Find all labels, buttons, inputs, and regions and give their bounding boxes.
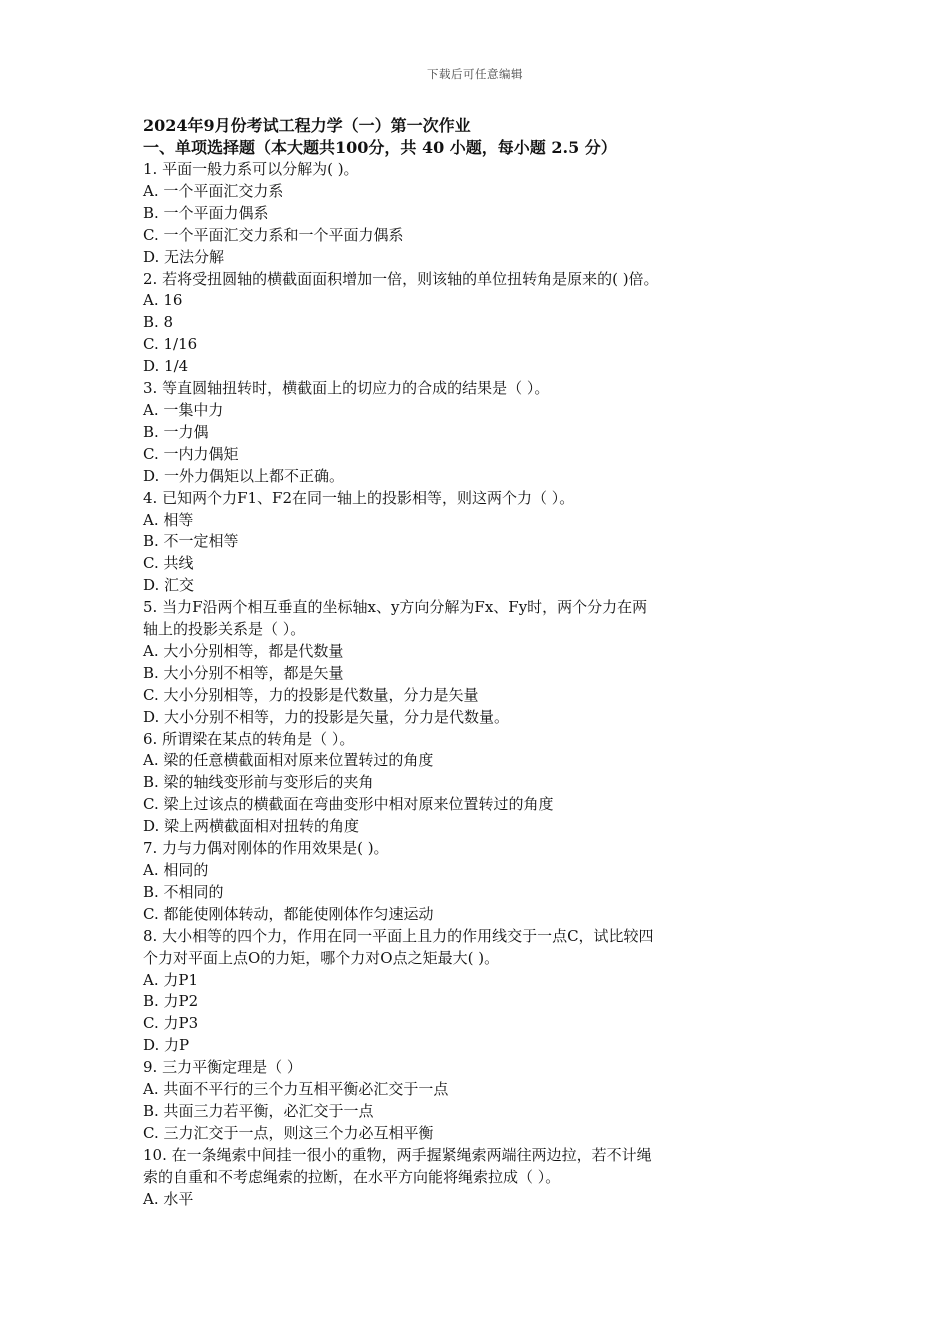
- question-text: 1. 平面一般力系可以分解为( )。: [143, 160, 359, 178]
- answer-option: B. 不相同的: [143, 882, 224, 901]
- answer-option: A. 相等: [143, 510, 194, 529]
- answer-option: A. 共面不平行的三个力互相平衡必汇交于一点: [143, 1080, 449, 1099]
- answer-option: D. 无法分解: [143, 247, 225, 266]
- answer-option: A. 16: [143, 291, 183, 310]
- question-text: 2. 若将受扭圆轴的横截面面积增加一倍，则该轴的单位扭转角是原来的( )倍。: [143, 269, 659, 288]
- answer-option: B. 不一定相等: [143, 532, 239, 551]
- question-text: 9. 三力平衡定理是（ ）: [143, 1058, 302, 1077]
- answer-option: D. 汇交: [143, 576, 195, 595]
- question-text: 4. 已知两个力F1、F2在同一轴上的投影相等，则这两个力（ ）。: [143, 488, 575, 507]
- question-item: [143, 1057, 823, 1145]
- answer-option: C. 力P3: [143, 1014, 199, 1033]
- answer-option: A. 水平: [143, 1189, 194, 1208]
- answer-option: D. 力P: [143, 1036, 190, 1055]
- answer-option: D. 梁上两横截面相对扭转的角度: [143, 817, 360, 836]
- document-body: [143, 115, 823, 1211]
- question-item: [143, 159, 823, 269]
- question-text: 5. 当力F沿两个相互垂直的坐标轴x、y方向分解为Fx、Fy时，两个分力在两: [143, 598, 648, 617]
- question-item: [143, 269, 823, 379]
- answer-option: B. 梁的轴线变形前与变形后的夹角: [143, 773, 374, 792]
- answer-option: B. 8: [143, 313, 174, 332]
- question-text: 3. 等直圆轴扭转时，横截面上的切应力的合成的结果是（ ）。: [143, 379, 550, 398]
- question-text: 轴上的投影关系是（ ）。: [143, 620, 306, 639]
- answer-option: C. 一内力偶矩: [143, 444, 239, 463]
- question-text: 6. 所谓梁在某点的转角是（ ）。: [143, 729, 355, 748]
- question-item: [143, 378, 823, 488]
- answer-option: A. 一个平面汇交力系: [143, 181, 284, 200]
- question-text: 7. 力与力偶对刚体的作用效果是( )。: [143, 839, 389, 858]
- question-list: [143, 159, 823, 1211]
- answer-option: C. 都能使刚体转动，都能使刚体作匀速运动: [143, 904, 434, 923]
- answer-option: B. 一个平面力偶系: [143, 203, 269, 222]
- answer-option: B. 共面三力若平衡，必汇交于一点: [143, 1101, 374, 1120]
- answer-option: D. 大小分别不相等，力的投影是矢量，分力是代数量。: [143, 707, 510, 726]
- question-item: [143, 1145, 823, 1211]
- answer-option: A. 梁的任意横截面相对原来位置转过的角度: [143, 751, 434, 770]
- answer-option: C. 大小分别相等，力的投影是代数量，分力是矢量: [143, 685, 479, 704]
- answer-option: C. 一个平面汇交力系和一个平面力偶系: [143, 225, 404, 244]
- answer-option: C. 三力汇交于一点，则这三个力必互相平衡: [143, 1123, 434, 1142]
- answer-option: A. 大小分别相等，都是代数量: [143, 641, 344, 660]
- answer-option: C. 1/16: [143, 335, 198, 354]
- answer-option: A. 一集中力: [143, 400, 224, 419]
- question-item: [143, 729, 823, 839]
- section-heading: 一、单项选择题（本大题共100分，共 40 小题，每小题 2.5 分）: [143, 138, 617, 157]
- question-item: [143, 838, 823, 926]
- question-item: [143, 488, 823, 598]
- question-text: 10. 在一条绳索中间挂一很小的重物，两手握紧绳索两端往两边拉，若不计绳: [143, 1145, 652, 1164]
- answer-option: D. 一外力偶矩以上都不正确。: [143, 466, 345, 485]
- question-item: [143, 926, 823, 1057]
- document-title: 2024年9月份考试工程力学（一）第一次作业: [143, 116, 471, 135]
- answer-option: B. 大小分别不相等，都是矢量: [143, 663, 344, 682]
- answer-option: B. 一力偶: [143, 422, 209, 441]
- page-header-note: 下载后可任意编辑: [427, 67, 523, 81]
- question-text: 索的自重和不考虑绳索的拉断，在水平方向能将绳索拉成（ ）。: [143, 1167, 561, 1186]
- question-text: 8. 大小相等的四个力，作用在同一平面上且力的作用线交于一点C，试比较四: [143, 926, 654, 945]
- question-item: [143, 597, 823, 728]
- answer-option: A. 相同的: [143, 861, 209, 879]
- answer-option: B. 力P2: [143, 992, 199, 1011]
- answer-option: C. 梁上过该点的横截面在弯曲变形中相对原来位置转过的角度: [143, 795, 554, 814]
- answer-option: D. 1/4: [143, 357, 189, 376]
- answer-option: C. 共线: [143, 554, 194, 573]
- question-text: 个力对平面上点O的力矩，哪个力对O点之矩最大( )。: [143, 948, 500, 967]
- answer-option: A. 力P1: [143, 970, 199, 989]
